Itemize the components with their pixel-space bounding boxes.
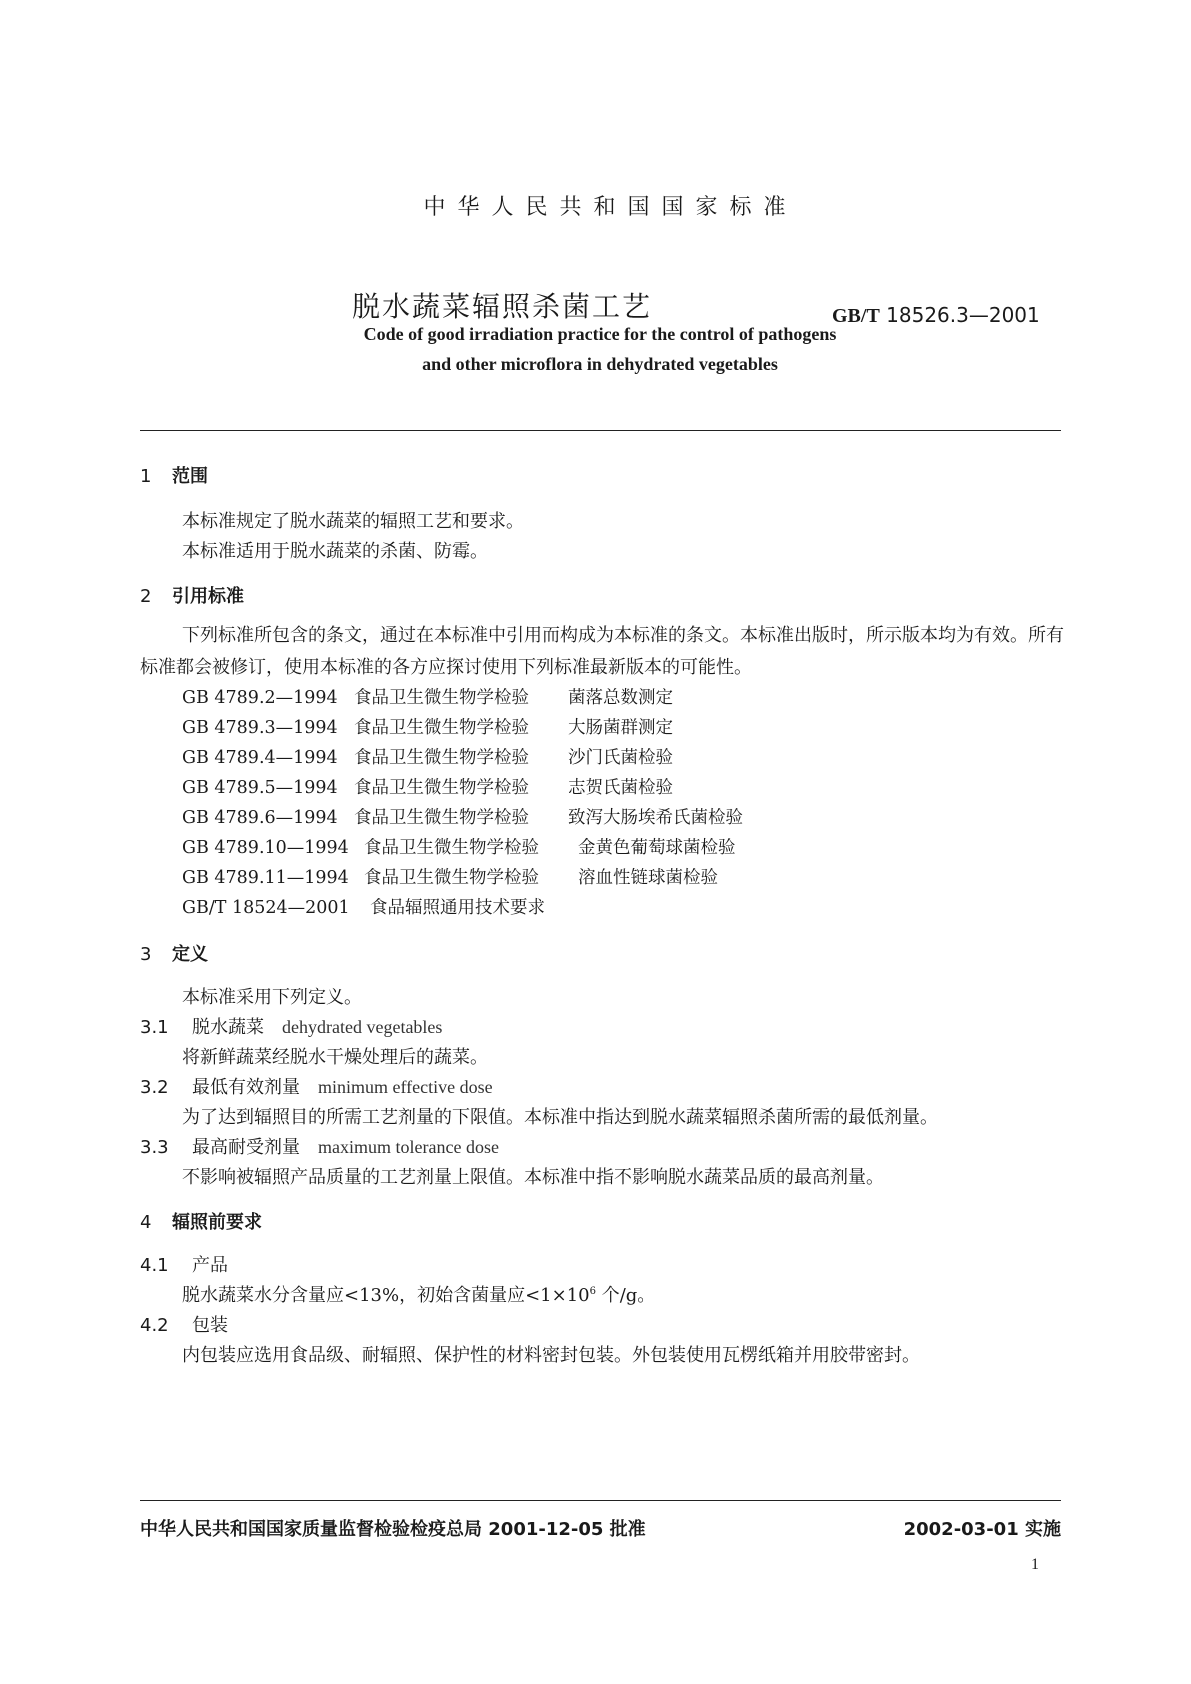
definition-text: 为了达到辐照目的所需工艺剂量的下限值。本标准中指达到脱水蔬菜辐照杀菌所需的最低剂量。 xyxy=(182,1107,938,1128)
ref-category: 食品卫生微生物学检验 xyxy=(354,688,529,708)
ref-code: GB 4789.5—1994 xyxy=(182,778,338,798)
ref-name: 致泻大肠埃希氏菌检验 xyxy=(568,808,743,828)
section-number: 2 xyxy=(140,586,152,607)
reference-item xyxy=(182,894,584,919)
term-cn: 脱水蔬菜 xyxy=(192,1017,264,1038)
section-title: 辐照前要求 xyxy=(172,1212,262,1233)
ref-code: GB 4789.6—1994 xyxy=(182,808,338,828)
section-1-line: 本标准适用于脱水蔬菜的杀菌、防霉。 xyxy=(182,541,488,562)
header-rule xyxy=(140,430,1061,431)
section-number: 1 xyxy=(140,466,152,487)
reference-item xyxy=(182,684,673,709)
ref-name: 沙门氏菌检验 xyxy=(568,748,673,768)
english-title-line-1: Code of good irradiation practice for the control of pathogens xyxy=(363,324,837,344)
ref-code: GB 4789.2—1994 xyxy=(182,688,338,708)
section-2-heading xyxy=(140,582,244,608)
reference-item xyxy=(182,804,743,829)
section-3-heading xyxy=(140,940,208,966)
ref-category: 食品卫生微生物学检验 xyxy=(354,718,529,738)
standard-code-number: 18526.3—2001 xyxy=(886,303,1040,327)
section-1-line: 本标准规定了脱水蔬菜的辐照工艺和要求。 xyxy=(182,511,524,532)
term-cn: 最低有效剂量 xyxy=(192,1077,300,1098)
effective-date: 2002-03-01 实施 xyxy=(903,1519,1061,1540)
reference-item xyxy=(182,864,718,889)
definition-text: 不影响被辐照产品质量的工艺剂量上限值。本标准中指不影响脱水蔬菜品质的最高剂量。 xyxy=(182,1167,884,1188)
ref-code: GB 4789.4—1994 xyxy=(182,748,338,768)
reference-item xyxy=(182,744,673,769)
requirement-text-main: 内包装应选用食品级、耐辐照、保护性的材料密封包装。外包装使用瓦楞纸箱并用胶带密封。 xyxy=(182,1345,920,1366)
ref-name: 溶血性链球菌检验 xyxy=(578,868,718,888)
reference-item xyxy=(182,714,673,739)
ref-category: 食品卫生微生物学检验 xyxy=(354,748,529,768)
term-en: minimum effective dose xyxy=(318,1077,493,1097)
ref-category: 食品卫生微生物学检验 xyxy=(364,838,539,858)
ref-category: 食品卫生微生物学检验 xyxy=(354,808,529,828)
requirement-number: 4.2 xyxy=(140,1315,169,1336)
ref-code: GB 4789.10—1994 xyxy=(182,838,349,858)
english-title-line-2: and other microflora in dehydrated vegetables xyxy=(422,354,778,374)
ref-name: 菌落总数测定 xyxy=(568,688,673,708)
approval-line: 中华人民共和国国家质量监督检验检疫总局 2001-12-05 批准 xyxy=(140,1519,646,1540)
page-number: 1 xyxy=(1031,1556,1039,1573)
section-3-intro: 本标准采用下列定义。 xyxy=(182,987,362,1008)
definition-text: 将新鲜蔬菜经脱水干燥处理后的蔬菜。 xyxy=(182,1047,488,1068)
requirement-term xyxy=(140,1311,228,1337)
ref-code: GB/T 18524—2001 xyxy=(182,898,350,918)
definition-term xyxy=(140,1133,499,1159)
ref-name: 大肠菌群测定 xyxy=(568,718,673,738)
ref-name: 金黄色葡萄球菌检验 xyxy=(578,838,736,858)
requirement-exponent: 6 xyxy=(589,1286,596,1297)
document-title: 脱水蔬菜辐照杀菌工艺 xyxy=(352,290,653,323)
ref-code: GB 4789.3—1994 xyxy=(182,718,338,738)
definition-term xyxy=(140,1073,493,1099)
org-title: 中华人民共和国国家标准 xyxy=(423,195,798,220)
requirement-title: 包装 xyxy=(192,1315,228,1336)
section-title: 范围 xyxy=(172,466,208,487)
requirement-text-unit: 个/g。 xyxy=(595,1285,656,1306)
requirement-term xyxy=(140,1251,228,1277)
footer-rule xyxy=(140,1500,1061,1501)
ref-name: 志贺氏菌检验 xyxy=(568,778,673,798)
definition-term xyxy=(140,1013,442,1039)
section-4-heading xyxy=(140,1208,262,1234)
section-number: 3 xyxy=(140,944,152,965)
section-2-intro-text: 下列标准所包含的条文，通过在本标准中引用而构成为本标准的条文。本标准出版时，所示版本均为有效。所有标准都会被修订，使用本标准的各方应探讨使用下列标准最新版本的可能性。 xyxy=(140,625,1064,678)
section-title: 引用标准 xyxy=(172,586,244,607)
requirement-title: 产品 xyxy=(192,1255,228,1276)
definition-number: 3.3 xyxy=(140,1137,169,1158)
term-cn: 最高耐受剂量 xyxy=(192,1137,300,1158)
section-2-intro xyxy=(140,620,1070,684)
requirement-number: 4.1 xyxy=(140,1255,169,1276)
section-number: 4 xyxy=(140,1212,152,1233)
requirement-text xyxy=(182,1281,655,1307)
ref-category: 食品辐照通用技术要求 xyxy=(370,898,545,918)
definition-number: 3.2 xyxy=(140,1077,169,1098)
requirement-text-main: 脱水蔬菜水分含量应<13%，初始含菌量应<1×10 xyxy=(182,1285,590,1306)
section-1-heading xyxy=(140,462,208,488)
term-en: dehydrated vegetables xyxy=(282,1017,443,1037)
ref-category: 食品卫生微生物学检验 xyxy=(354,778,529,798)
section-title: 定义 xyxy=(172,944,208,965)
ref-category: 食品卫生微生物学检验 xyxy=(364,868,539,888)
requirement-text xyxy=(182,1341,920,1367)
standard-code-prefix: GB/T xyxy=(832,305,880,327)
term-en: maximum tolerance dose xyxy=(318,1137,499,1157)
reference-item xyxy=(182,774,673,799)
reference-item xyxy=(182,834,736,859)
ref-code: GB 4789.11—1994 xyxy=(182,868,349,888)
definition-number: 3.1 xyxy=(140,1017,169,1038)
